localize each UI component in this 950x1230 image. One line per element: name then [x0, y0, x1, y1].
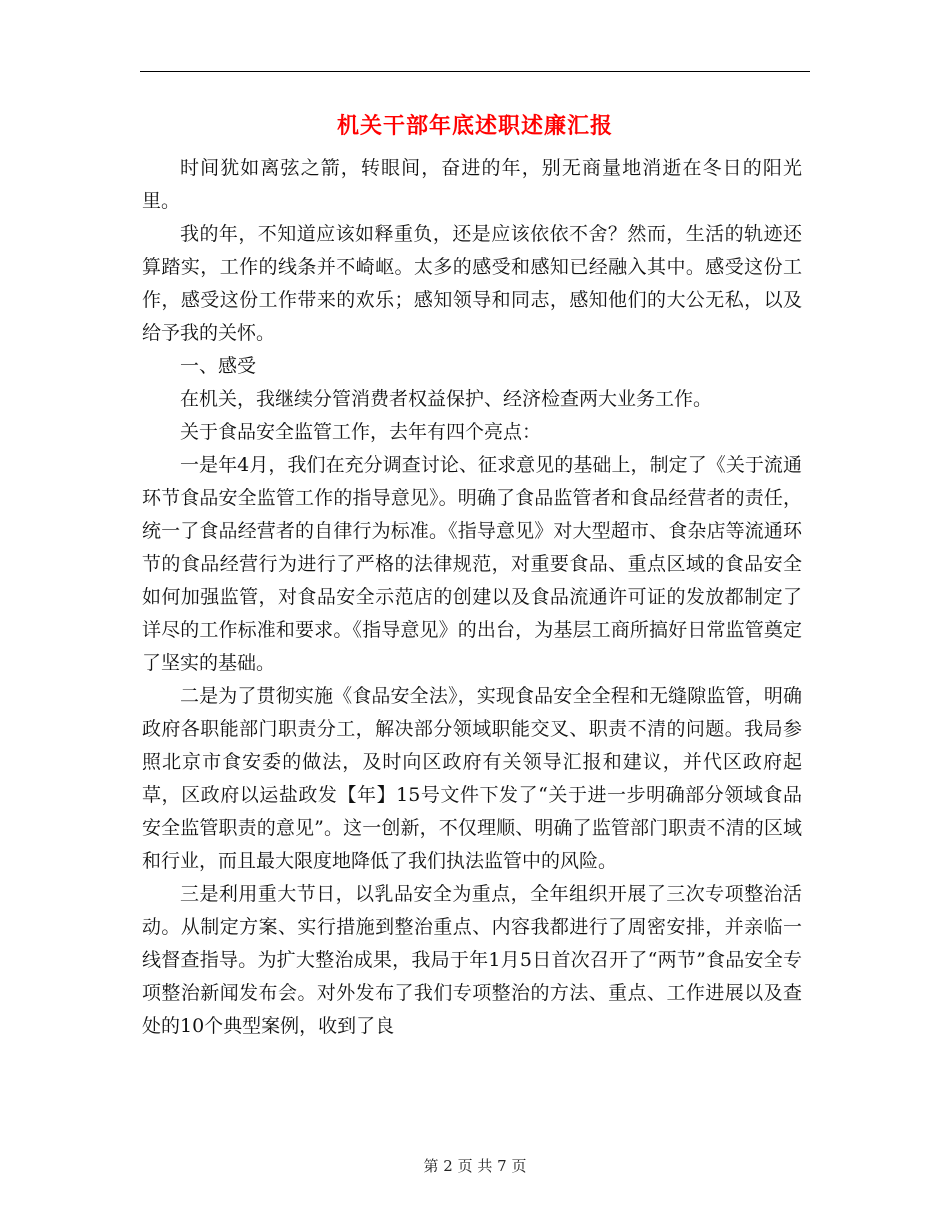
document-body — [142, 152, 802, 1043]
paragraph: 三是利用重大节日，以乳品安全为重点，全年组织开展了三次专项整治活动。从制定方案、实行措施到整治重点、内容我都进行了周密安排，并亲临一线督查指导。为扩大整治成果，我局于年1月5日首次召开了“两节”食品安全专项整治新闻发布会。对外发布了我们专项整治的方法、重点、工作进展以及查处的10个典型案例，收到了良 — [142, 883, 802, 1037]
paragraph: 关于食品安全监管工作，去年有四个亮点： — [180, 421, 542, 443]
paragraph: 我的年，不知道应该如释重负，还是应该依依不舍？然而，生活的轨迹还算踏实，工作的线条并不崎岖。太多的感受和感知已经融入其中。感受这份工作，感受这份工作带来的欢乐；感知领导和同志，感知他们的大公无私，以及给予我的关怀。 — [142, 223, 802, 344]
header-rule — [140, 71, 810, 72]
paragraph: 一是年4月，我们在充分调查讨论、征求意见的基础上，制定了《关于流通环节食品安全监管工作的指导意见》。明确了食品监管者和食品经营者的责任，统一了食品经营者的自律行为标准。《指导意见》对大型超市、食杂店等流通环节的食品经营行为进行了严格的法律规范，对重要食品、重点区域的食品安全如何加强监管，对食品安全示范店的创建以及食品流通许可证的发放都制定了详尽的工作标准和要求。《指导意见》的出台，为基层工商所搞好日常监管奠定了坚实的基础。 — [142, 454, 802, 674]
paragraph: 在机关，我继续分管消费者权益保护、经济检查两大业务工作。 — [180, 388, 713, 410]
paragraph: 时间犹如离弦之箭，转眼间，奋进的年，别无商量地消逝在冬日的阳光里。 — [142, 157, 802, 212]
section-heading: 一、感受 — [180, 355, 257, 377]
page-number: 第 2 页 共 7 页 — [423, 1157, 527, 1175]
paragraph: 二是为了贯彻实施《食品安全法》，实现食品安全全程和无缝隙监管，明确政府各职能部门职责分工，解决部分领域职能交叉、职责不清的问题。我局参照北京市食安委的做法，及时向区政府有关领导汇报和建议，并代区政府起草，区政府以运盐政发【年】15号文件下发了“关于进一步明确部分领域食品安全监管职责的意见”。这一创新，不仅理顺、明确了监管部门职责不清的区域和行业，而且最大限度地降低了我们执法监管中的风险。 — [142, 685, 802, 872]
document-title: 机关干部年底述职述廉汇报 — [336, 113, 613, 139]
